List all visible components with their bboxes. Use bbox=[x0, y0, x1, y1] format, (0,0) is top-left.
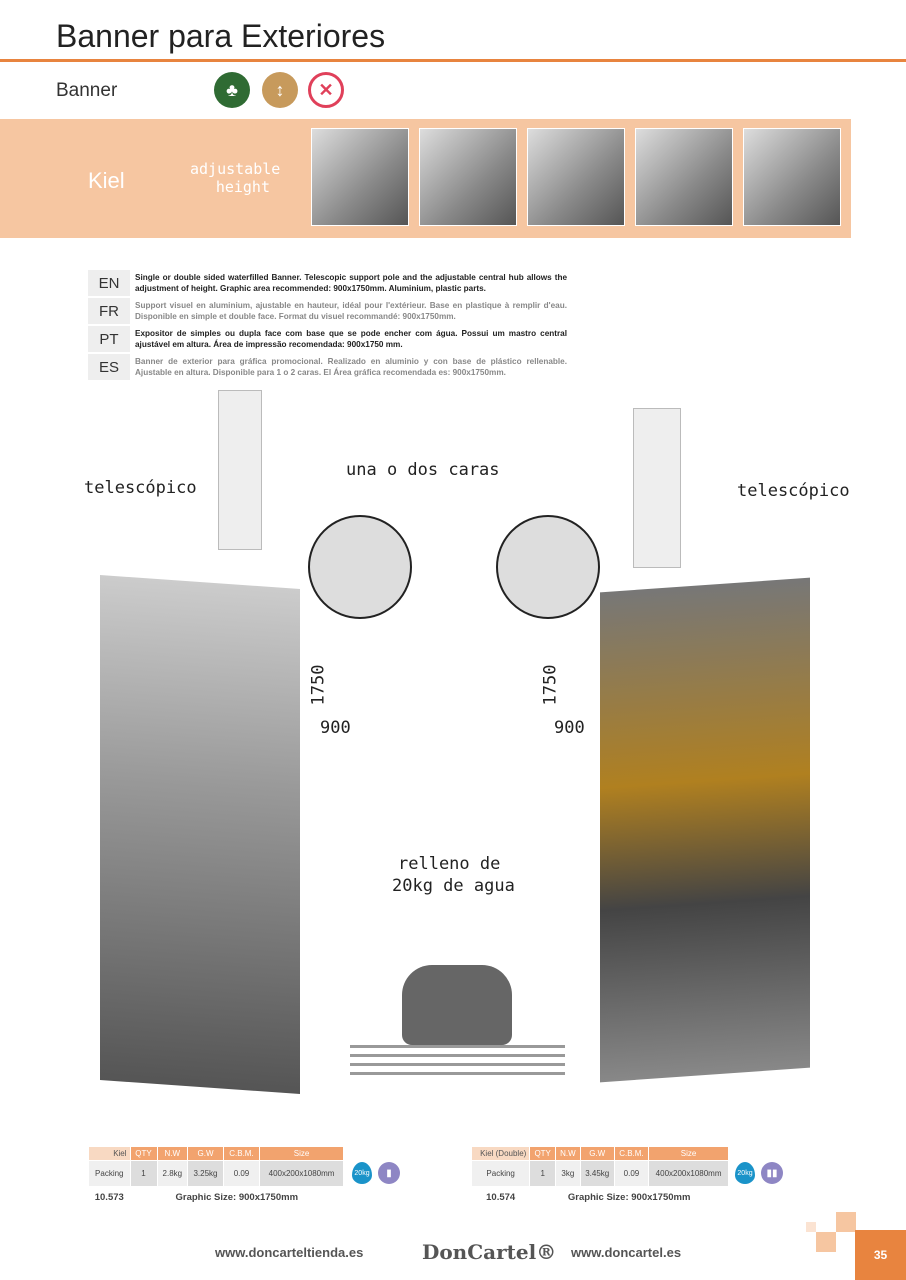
description-fr: Support visuel en aluminium, ajustable en hauteur, idéal pour l'extérieur. Base en plastique à remplir d'eau. Disponible en simple et double face. Format du visuel recommandé: 900x1750mm. bbox=[135, 301, 567, 321]
lang-en: EN bbox=[88, 270, 130, 296]
deco-square bbox=[806, 1222, 816, 1232]
page-number: 35 bbox=[855, 1230, 906, 1280]
reference-code: 10.574 bbox=[472, 1187, 530, 1209]
detail-photo-base bbox=[311, 128, 409, 226]
cell: 3kg bbox=[556, 1161, 581, 1187]
reference-code: 10.573 bbox=[89, 1187, 131, 1209]
water-20kg-icon: 20kg bbox=[352, 1162, 372, 1184]
hub-detail-callout-left bbox=[308, 515, 412, 619]
tagline-line-2: height bbox=[215, 178, 270, 196]
description-es: Banner de exterior para gráfica promocional. Realizado en aluminio y con base de plástico rellenable. Ajustable en altura. Disponible para 1 o 2 caras. El Área gráfica recomendada es: 900x1750mm. bbox=[135, 357, 567, 377]
graphic-size: Graphic Size: 900x1750mm bbox=[530, 1187, 729, 1209]
col-header: N.W bbox=[556, 1147, 581, 1161]
cell: 1 bbox=[530, 1161, 556, 1187]
deco-square bbox=[836, 1212, 856, 1232]
single-sided-icon: ▮ bbox=[378, 1162, 400, 1184]
hub-detail-callout-right bbox=[496, 515, 600, 619]
col-header: N.W bbox=[157, 1147, 188, 1161]
cell: 1 bbox=[130, 1161, 157, 1187]
row-label: Packing bbox=[472, 1161, 530, 1187]
footer-url-main[interactable]: www.doncartel.es bbox=[571, 1245, 682, 1260]
banner-photo-tower bbox=[100, 575, 300, 1094]
cell: 3.25kg bbox=[188, 1161, 224, 1187]
height-dim-left: 1750 bbox=[308, 664, 329, 706]
lang-pt: PT bbox=[88, 326, 130, 352]
water-base bbox=[402, 965, 512, 1045]
cell: 400x200x1080mm bbox=[260, 1161, 344, 1187]
detail-photo-pole bbox=[419, 128, 517, 226]
width-dim-left: 900 bbox=[320, 718, 351, 738]
col-header: C.B.M. bbox=[614, 1147, 648, 1161]
product-name: Kiel bbox=[88, 168, 125, 193]
table-product-name: Kiel bbox=[89, 1147, 131, 1161]
description-pt: Expositor de simples ou dupla face com base que se pode encher com água. Possui um mastro central ajustável em altura. Área de impressão recomendada: 900x1750 mm. bbox=[135, 329, 567, 349]
col-header: Size bbox=[649, 1147, 729, 1161]
lang-fr: FR bbox=[88, 298, 130, 324]
category-label: Banner bbox=[56, 80, 118, 101]
col-header: Size bbox=[260, 1147, 344, 1161]
col-header: QTY bbox=[530, 1147, 556, 1161]
no-tools-icon: ✕ bbox=[308, 72, 344, 108]
col-header: C.B.M. bbox=[223, 1147, 259, 1161]
description-en: Single or double sided waterfilled Banner. Telescopic support pole and the adjustable central hub allows the adjustment of height. Graphic area recommended: 900x1750mm. Aluminium, plastic parts. bbox=[135, 273, 567, 293]
lang-es: ES bbox=[88, 354, 130, 380]
fill-label-1: relleno de bbox=[398, 854, 501, 874]
outdoor-trees-icon: ♣ bbox=[214, 72, 250, 108]
cell: 2.8kg bbox=[157, 1161, 188, 1187]
tagline-line-1: adjustable bbox=[190, 160, 281, 178]
table-product-name: Kiel (Double) bbox=[472, 1147, 530, 1161]
product-tagline bbox=[190, 160, 281, 196]
page-title: Banner para Exteriores bbox=[56, 18, 386, 54]
col-header: G.W bbox=[188, 1147, 224, 1161]
banner-photo-city bbox=[600, 578, 810, 1083]
cell: 0.09 bbox=[614, 1161, 648, 1187]
doncartel-logo: DonCartel® bbox=[422, 1240, 557, 1264]
footer-url-shop[interactable]: www.doncarteltienda.es bbox=[215, 1245, 364, 1260]
title-divider bbox=[0, 59, 906, 62]
sides-label: una o dos caras bbox=[346, 460, 500, 480]
double-sided-icon: ▮▮ bbox=[761, 1162, 783, 1184]
width-dim-right: 900 bbox=[554, 718, 585, 738]
pole-parts bbox=[350, 1045, 565, 1081]
detail-photo-fill-cap bbox=[743, 128, 841, 226]
water-20kg-icon: 20kg bbox=[735, 1162, 755, 1184]
telescopic-label-right: telescópico bbox=[737, 481, 850, 501]
cell: 400x200x1080mm bbox=[649, 1161, 729, 1187]
graphic-size: Graphic Size: 900x1750mm bbox=[130, 1187, 343, 1209]
fill-label-2: 20kg de agua bbox=[392, 876, 515, 896]
cell: 3.45kg bbox=[580, 1161, 614, 1187]
row-label: Packing bbox=[89, 1161, 131, 1187]
detail-photo-hub bbox=[527, 128, 625, 226]
small-banner-right bbox=[633, 408, 681, 568]
telescopic-label-left: telescópico bbox=[84, 478, 197, 498]
height-dim-right: 1750 bbox=[540, 664, 561, 706]
adjustable-height-icon: ↕ bbox=[262, 72, 298, 108]
deco-square bbox=[816, 1232, 836, 1252]
cell: 0.09 bbox=[223, 1161, 259, 1187]
col-header: G.W bbox=[580, 1147, 614, 1161]
col-header: QTY bbox=[130, 1147, 157, 1161]
spec-table-kiel-double bbox=[471, 1146, 729, 1209]
small-banner-left bbox=[218, 390, 262, 550]
spec-table-kiel bbox=[88, 1146, 344, 1209]
detail-photo-legs bbox=[635, 128, 733, 226]
